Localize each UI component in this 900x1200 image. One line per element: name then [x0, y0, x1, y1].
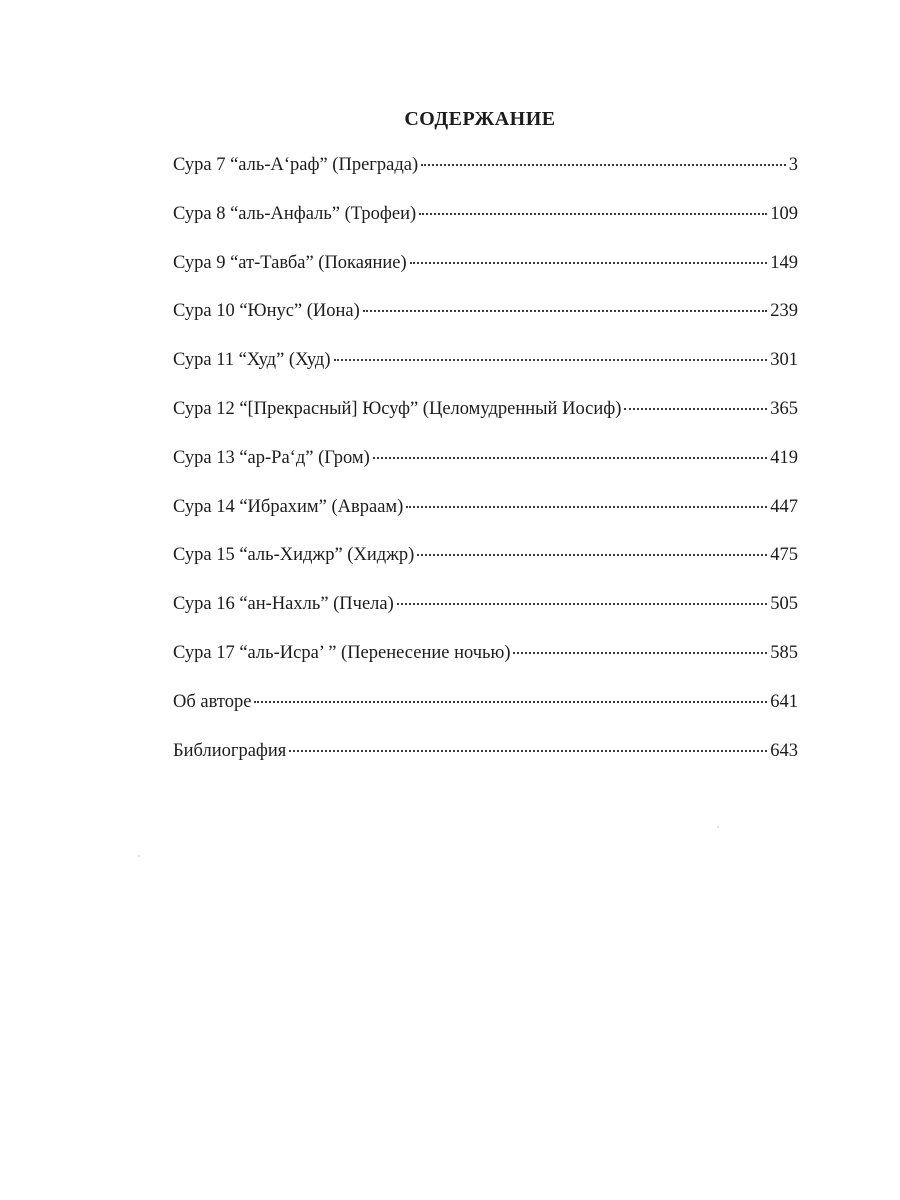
- dot-leader: [406, 506, 767, 508]
- dot-leader: [373, 457, 767, 459]
- toc-entry-label: Сура 11 “Худ” (Худ): [173, 350, 331, 371]
- toc-entry: [173, 301, 798, 350]
- toc-entry-label: Сура 16 “ан-Нахль” (Пчела): [173, 594, 394, 615]
- toc-entry: [173, 594, 798, 643]
- toc-entry: [173, 545, 798, 594]
- dot-leader: [397, 603, 767, 605]
- toc-entry-label: Библиография: [173, 740, 287, 761]
- toc-entry: [173, 350, 798, 399]
- toc-entry-label: Сура 9 “ат-Тавба” (Покаяние): [173, 252, 407, 273]
- toc-entry-page-number: 365: [770, 398, 798, 419]
- toc-entry-page-number: 419: [770, 447, 798, 468]
- toc-entry-page-number: 447: [770, 496, 798, 517]
- toc-entry: [173, 643, 798, 692]
- toc-entry-label: Сура 17 “аль-Исра’ ” (Перенесение ночью): [173, 642, 511, 663]
- toc-entry-page-number: 149: [770, 252, 798, 273]
- toc-entry-page-number: 585: [770, 642, 798, 663]
- dot-leader: [254, 701, 767, 703]
- dot-leader: [289, 750, 767, 752]
- dot-leader: [624, 408, 767, 410]
- toc-entry: [173, 448, 798, 497]
- toc-entry-label: Сура 10 “Юнус” (Иона): [173, 301, 360, 322]
- dot-leader: [410, 262, 768, 264]
- toc-entry-label: Сура 14 “Ибрахим” (Авраам): [173, 496, 404, 517]
- toc-entry-page-number: 239: [770, 301, 798, 322]
- paper-speck: [138, 855, 140, 857]
- toc-entry-page-number: 641: [770, 691, 798, 712]
- toc-entry-page-number: 643: [770, 740, 798, 761]
- toc-entry-label: Сура 15 “аль-Хиджр” (Хиджр): [173, 545, 415, 566]
- toc-entry-page-number: 109: [770, 203, 798, 224]
- toc-entry-label: Сура 13 “ар-Ра‘д” (Гром): [173, 447, 370, 468]
- dot-leader: [421, 164, 786, 166]
- dot-leader: [334, 359, 768, 361]
- toc-entry: [173, 155, 798, 204]
- toc-entry-label: Сура 12 “[Прекрасный] Юсуф” (Целомудренный Иосиф): [173, 398, 622, 419]
- toc-entry-page-number: 3: [788, 155, 798, 175]
- toc-entry-page-number: 475: [770, 545, 798, 566]
- toc-entry-page-number: 301: [770, 350, 798, 371]
- dot-leader: [363, 310, 767, 312]
- toc-entry: [173, 497, 798, 546]
- toc-entry-label: Об авторе: [173, 691, 252, 712]
- dot-leader: [419, 213, 767, 215]
- toc-entry-label: Сура 7 “аль-А‘раф” (Преграда): [173, 155, 419, 175]
- toc-entry: [173, 253, 798, 302]
- toc-entry: [173, 399, 798, 448]
- toc-title: СОДЕРЖАНИЕ: [404, 108, 556, 130]
- toc-list: [173, 155, 798, 789]
- toc-entry-label: Сура 8 “аль-Анфаль” (Трофеи): [173, 203, 417, 224]
- dot-leader: [513, 652, 767, 654]
- toc-entry-page-number: 505: [770, 594, 798, 615]
- toc-entry: [173, 204, 798, 253]
- paper-speck: [717, 826, 719, 828]
- toc-entry: [173, 741, 798, 790]
- toc-entry: [173, 692, 798, 741]
- dot-leader: [417, 554, 767, 556]
